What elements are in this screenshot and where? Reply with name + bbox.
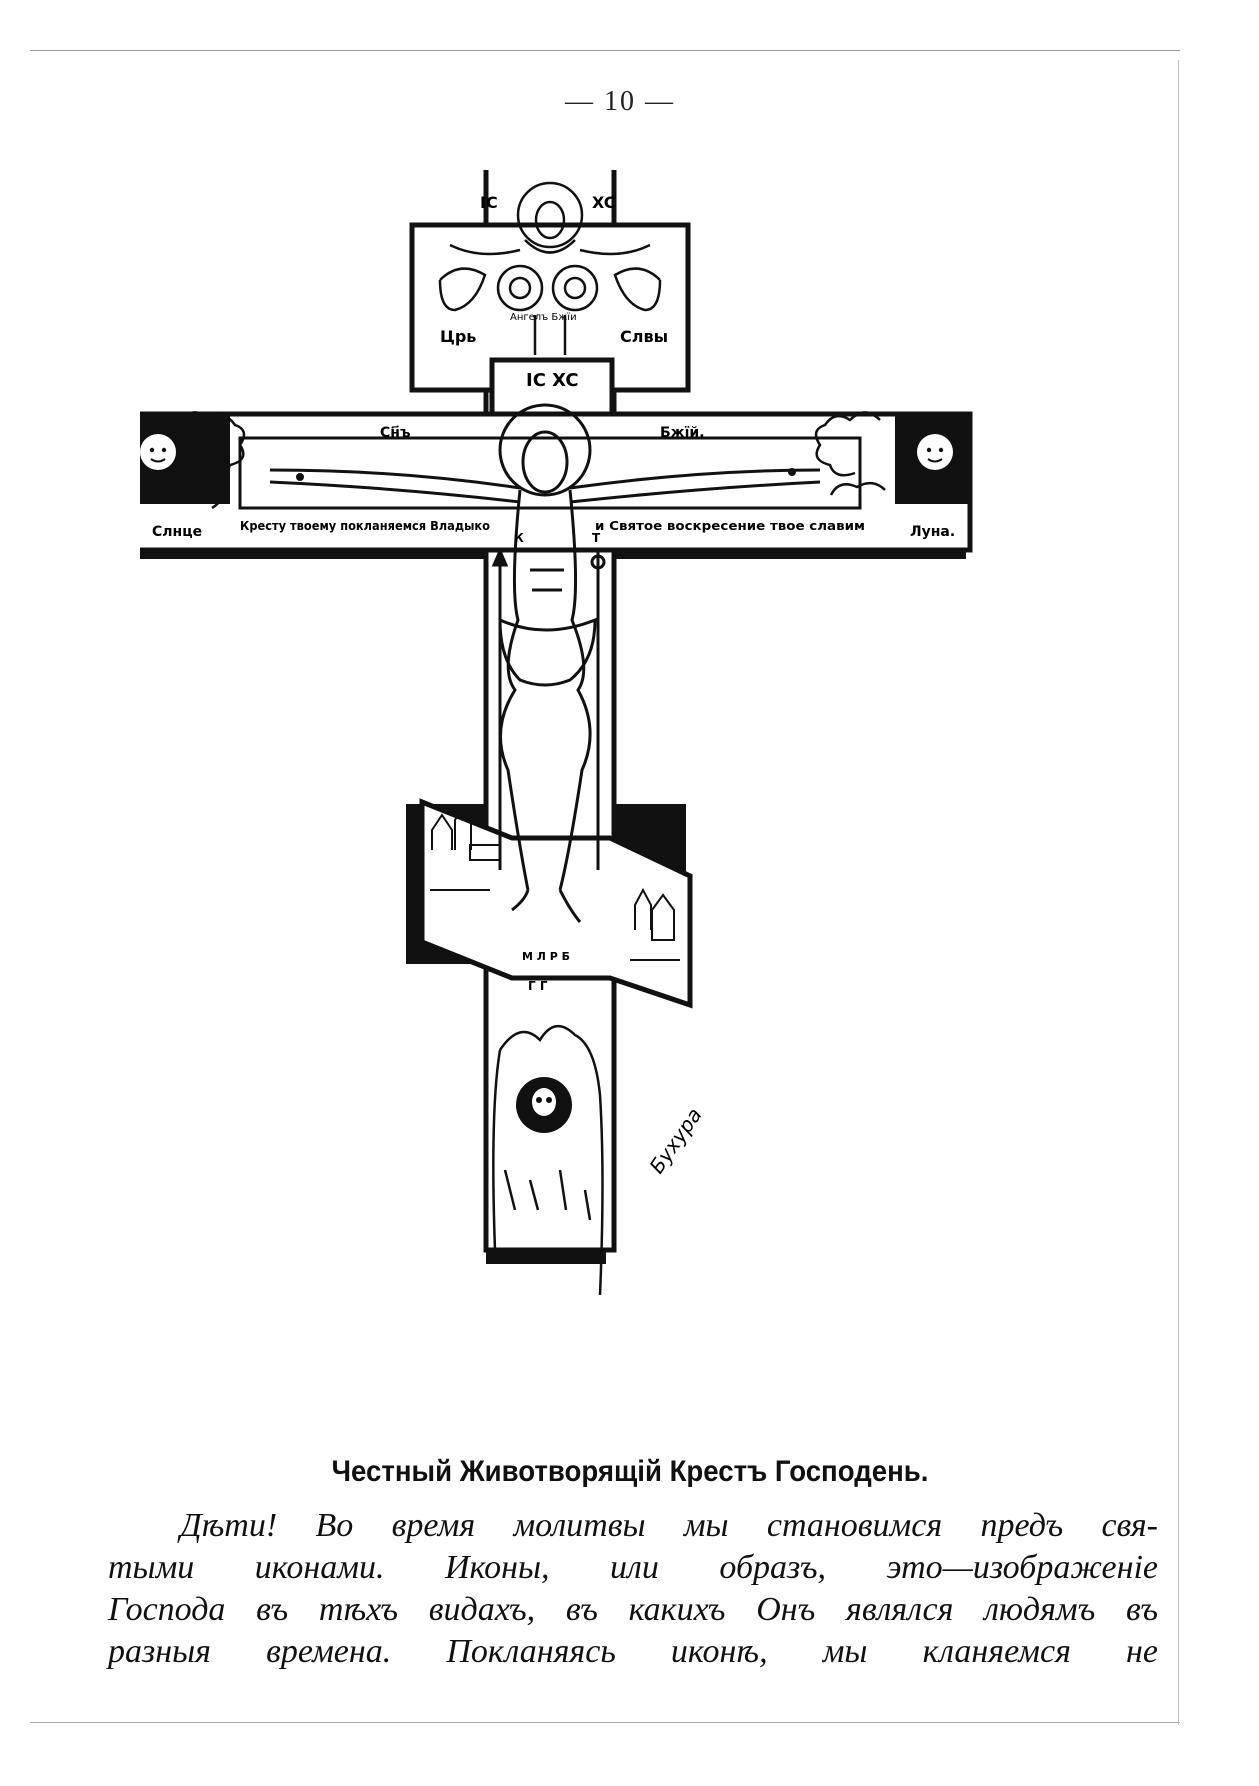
reed-letter: Т xyxy=(592,531,601,545)
artist-signature: Бухура xyxy=(644,1103,707,1178)
text-line: разныя времена. Покланяясь иконѣ, мы кланяемся не xyxy=(108,1633,1158,1670)
sun-label: Слнце xyxy=(152,524,203,540)
ic-monogram-top: IC xyxy=(480,193,498,212)
titulus: IC XC xyxy=(526,370,579,391)
spear-letter: К xyxy=(514,531,524,545)
text-line: Господа въ тѣхъ видахъ, въ какихъ Онъ являлся людямъ въ xyxy=(108,1591,1158,1628)
orthodox-cross-illustration xyxy=(140,170,1120,1430)
text-line: тыми иконами. Иконы, или образъ, это—изображеніе xyxy=(108,1549,1158,1586)
prayer-right: и Святое воскресение твое славим xyxy=(595,519,865,533)
glory-label: Слвы xyxy=(620,327,669,346)
angel-banner: Ангелъ Бжїи xyxy=(510,312,577,323)
page-number: — 10 — xyxy=(565,86,675,117)
mlrb-letters: М Л Р Б xyxy=(522,950,571,963)
moon-label: Луна. xyxy=(910,524,956,540)
top-rule xyxy=(30,50,1180,51)
text-line: Дѣти! Во время молитвы мы становимся предъ свя- xyxy=(180,1507,1158,1544)
of-god-label: Бжїй. xyxy=(660,425,705,441)
king-label: Црь xyxy=(440,327,477,346)
gg-letters: Г Г xyxy=(528,979,548,993)
figure-caption: Честный Животворящій Крестъ Господень. xyxy=(331,1455,929,1488)
prayer-left: Кресту твоему покланяемся Владыко xyxy=(240,519,490,533)
body-paragraph xyxy=(108,1505,1158,1673)
xc-monogram-top: XC xyxy=(592,193,616,212)
son-label: Сн҃ъ xyxy=(380,425,411,441)
right-rule xyxy=(1178,60,1179,1725)
bottom-rule xyxy=(30,1722,1180,1723)
